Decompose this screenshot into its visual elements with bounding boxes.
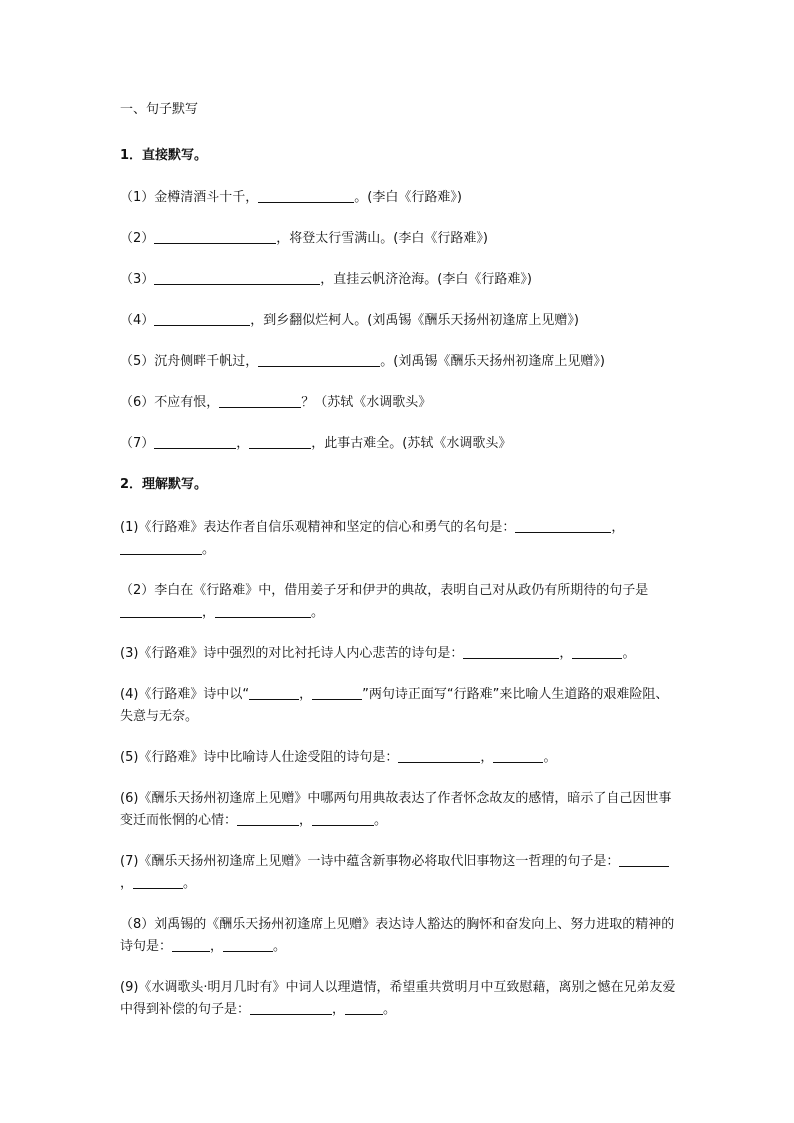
item-text: ，到乡翻似烂柯人。(刘禹锡《酬乐天扬州初逢席上见赠》)	[250, 313, 579, 328]
answer-blank[interactable]	[154, 270, 320, 285]
item-text: ，直挂云帆济沧海。(李白《行路难》)	[320, 272, 532, 287]
item-text: 。	[383, 1002, 397, 1017]
answer-blank[interactable]	[619, 852, 669, 867]
part1-item-1	[120, 188, 680, 208]
item-text: 。	[622, 646, 636, 661]
answer-blank[interactable]	[250, 1000, 332, 1015]
answer-blank[interactable]	[219, 393, 301, 408]
item-text: (7)《酬乐天扬州初逢席上见赠》一诗中蕴含新事物必将取代旧事物这一哲理的句子是：	[120, 854, 620, 869]
item-text: ？（苏轼《水调歌头》	[301, 395, 432, 410]
answer-blank[interactable]	[312, 685, 362, 700]
part2-item-7	[120, 851, 680, 895]
item-text: 。	[543, 750, 557, 765]
answer-blank[interactable]	[154, 311, 250, 326]
item-text: ，	[202, 605, 216, 620]
item-text: ，	[480, 750, 494, 765]
answer-blank[interactable]	[312, 811, 374, 826]
item-text: ，	[559, 646, 573, 661]
item-text: ，	[611, 520, 625, 535]
part2-item-6	[120, 788, 680, 832]
item-text: 。	[374, 813, 388, 828]
section-title: 一、句子默写	[120, 102, 199, 117]
item-text: 。(李白《行路难》)	[354, 190, 462, 205]
item-text: ，	[332, 1002, 346, 1017]
answer-blank[interactable]	[215, 603, 311, 618]
answer-blank[interactable]	[154, 434, 236, 449]
answer-blank[interactable]	[463, 644, 559, 659]
item-text: （2）	[120, 231, 155, 246]
item-text: ，	[299, 687, 313, 702]
answer-blank[interactable]	[258, 188, 354, 203]
answer-blank[interactable]	[258, 352, 380, 367]
item-text: ”两句诗正面写“行路难”来比喻人生道路的艰难险阻、失意与无奈。	[120, 687, 669, 724]
item-text: （6）不应有恨，	[120, 395, 220, 410]
answer-blank[interactable]	[572, 644, 622, 659]
part2-item-1	[120, 517, 680, 561]
worksheet-page	[120, 100, 680, 1040]
item-text: （5）沉舟侧畔千帆过，	[120, 354, 259, 369]
part1-item-6	[120, 393, 680, 413]
part2-item-4	[120, 684, 680, 728]
item-text: 。	[311, 605, 325, 620]
item-text: ，此事古难全。(苏轼《水调歌头》	[311, 436, 512, 451]
item-text: (5)《行路难》诗中比喻诗人仕途受阻的诗句是：	[120, 750, 399, 765]
answer-blank[interactable]	[515, 518, 611, 533]
answer-blank[interactable]	[223, 937, 273, 952]
item-text: ，	[210, 939, 224, 954]
item-text: ，	[299, 813, 313, 828]
answer-blank[interactable]	[154, 229, 276, 244]
item-text: （8）刘禹锡的《酬乐天扬州初逢席上见赠》表达诗人豁达的胸怀和奋发向上、努力进取的精神的诗句是：	[120, 917, 675, 954]
item-text: (4)《行路难》诗中以“	[120, 687, 250, 702]
item-text: 。	[202, 542, 216, 557]
part1-item-2	[120, 229, 680, 249]
item-text: （3）	[120, 272, 155, 287]
answer-blank[interactable]	[237, 811, 299, 826]
item-text: ，	[236, 436, 250, 451]
part2-item-5	[120, 747, 680, 769]
answer-blank[interactable]	[120, 540, 202, 555]
answer-blank[interactable]	[249, 434, 311, 449]
part1-heading: 1．直接默写。	[120, 148, 208, 163]
item-text: （7）	[120, 436, 155, 451]
item-text: 。	[273, 939, 287, 954]
answer-blank[interactable]	[172, 937, 210, 952]
item-text: (6)《酬乐天扬州初逢席上见赠》中哪两句用典故表达了作者怀念故友的感情，暗示了自己因世事变迁而怅惘的心情：	[120, 791, 672, 828]
part2-item-2	[120, 580, 680, 624]
item-text: (3)《行路难》诗中强烈的对比衬托诗人内心悲苦的诗句是：	[120, 646, 464, 661]
part1-item-3	[120, 270, 680, 290]
item-text: 。	[183, 876, 197, 891]
answer-blank[interactable]	[398, 748, 480, 763]
answer-blank[interactable]	[345, 1000, 383, 1015]
part1-item-7	[120, 434, 680, 454]
part1-item-5	[120, 352, 680, 372]
item-text: （1）金樽清酒斗十千，	[120, 190, 259, 205]
part1-item-4	[120, 311, 680, 331]
item-text: (9)《水调歌头·明月几时有》中词人以理遣情，希望重共赏明月中互致慰藉，离别之憾在兄弟友爱中得到补偿的句子是：	[120, 980, 676, 1017]
item-text: 。(刘禹锡《酬乐天扬州初逢席上见赠》)	[380, 354, 605, 369]
item-text: （4）	[120, 313, 155, 328]
part2-item-3	[120, 643, 680, 665]
answer-blank[interactable]	[120, 603, 202, 618]
item-text: ，将登太行雪满山。(李白《行路难》)	[276, 231, 488, 246]
item-text: （2）李白在《行路难》中，借用姜子牙和伊尹的典故，表明自己对从政仍有所期待的句子是	[120, 583, 649, 598]
answer-blank[interactable]	[249, 685, 299, 700]
item-text: ，	[120, 876, 134, 891]
part2-item-8	[120, 914, 680, 958]
answer-blank[interactable]	[493, 748, 543, 763]
item-text: (1)《行路难》表达作者自信乐观精神和坚定的信心和勇气的名句是：	[120, 520, 516, 535]
answer-blank[interactable]	[133, 874, 183, 889]
part2-item-9	[120, 977, 680, 1021]
part2-heading: 2．理解默写。	[120, 477, 208, 492]
